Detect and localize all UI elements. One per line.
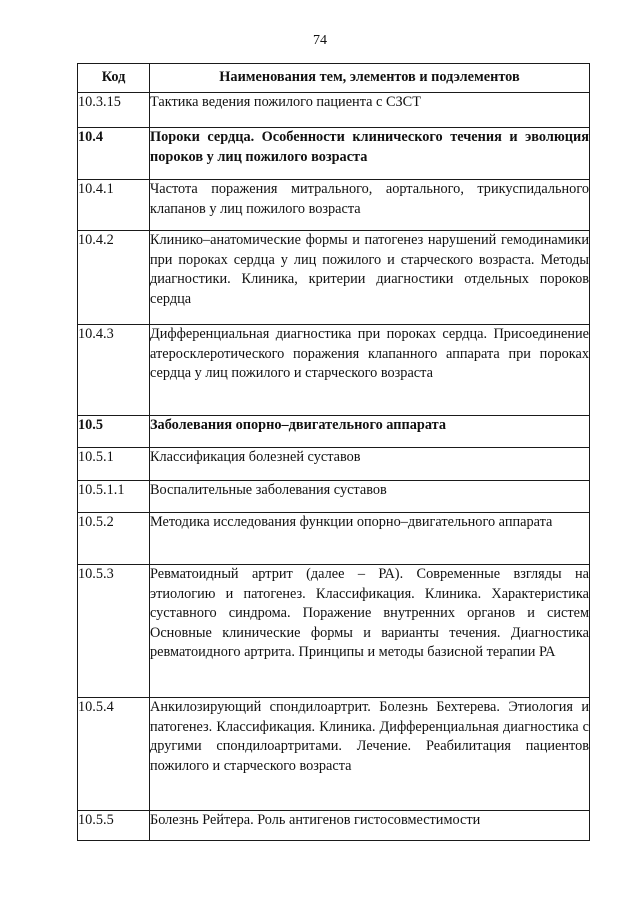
table-row: [78, 93, 590, 128]
row-text: Классификация болезней суставов: [150, 448, 590, 481]
row-code: 10.5: [78, 416, 150, 448]
row-text: Методика исследования функции опорно–двигательного аппарата: [150, 513, 590, 565]
topics-table: [77, 63, 590, 841]
row-code: 10.5.5: [78, 811, 150, 841]
table-row: [78, 180, 590, 231]
header-code: Код: [78, 64, 150, 93]
table-row-section: [78, 128, 590, 180]
row-code: 10.5.3: [78, 565, 150, 698]
row-code: 10.4.1: [78, 180, 150, 231]
table-row: [78, 231, 590, 325]
table-row: [78, 448, 590, 481]
row-text: Тактика ведения пожилого пациента с СЗСТ: [150, 93, 590, 128]
row-code: 10.4.3: [78, 325, 150, 416]
table-row: [78, 481, 590, 513]
page-number: 74: [313, 33, 327, 48]
header-topic-names: Наименования тем, элементов и подэлементов: [150, 64, 590, 93]
row-text: Частота поражения митрального, аортального, трикуспидального клапанов у лиц пожилого возраста: [150, 180, 590, 231]
row-text: Клинико–анатомические формы и патогенез нарушений гемодинамики при пороках сердца у лиц пожилого и старческого возраста. Методы диагностики. Клиника, критерии диагностики отдельных пороков сердца: [150, 231, 590, 325]
table-row: [78, 698, 590, 811]
row-code: 10.4.2: [78, 231, 150, 325]
row-code: 10.4: [78, 128, 150, 180]
table-row: [78, 565, 590, 698]
row-code: 10.3.15: [78, 93, 150, 128]
table-row: [78, 325, 590, 416]
row-text: Пороки сердца. Особенности клинического течения и эволюция пороков у лиц пожилого возраста: [150, 128, 590, 180]
row-text: Ревматоидный артрит (далее – РА). Современные взгляды на этиологию и патогенез. Классификация. Клиника. Характеристика суставного синдрома. Поражение внутренних органов и систем Основные клинические формы и варианты течения. Диагностика ревматоидного артрита. Принципы и методы базисной терапии РА: [150, 565, 590, 698]
row-text: Воспалительные заболевания суставов: [150, 481, 590, 513]
row-code: 10.5.4: [78, 698, 150, 811]
table-row: [78, 811, 590, 841]
row-text: Заболевания опорно–двигательного аппарата: [150, 416, 590, 448]
row-text: Дифференциальная диагностика при пороках сердца. Присоединение атеросклеротического поражения клапанного аппарата при пороках сердца у лиц пожилого и старческого возраста: [150, 325, 590, 416]
row-code: 10.5.2: [78, 513, 150, 565]
row-text: Болезнь Рейтера. Роль антигенов гистосовместимости: [150, 811, 590, 841]
row-code: 10.5.1: [78, 448, 150, 481]
table-row: [78, 513, 590, 565]
table-header-row: [78, 64, 590, 93]
row-text: Анкилозирующий спондилоартрит. Болезнь Бехтерева. Этиология и патогенез. Классификация. Клиника. Дифференциальная диагностика с другими спондилоартритами. Лечение. Реабилитация пациентов пожилого и старческого возраста: [150, 698, 590, 811]
row-code: 10.5.1.1: [78, 481, 150, 513]
table-row-section: [78, 416, 590, 448]
